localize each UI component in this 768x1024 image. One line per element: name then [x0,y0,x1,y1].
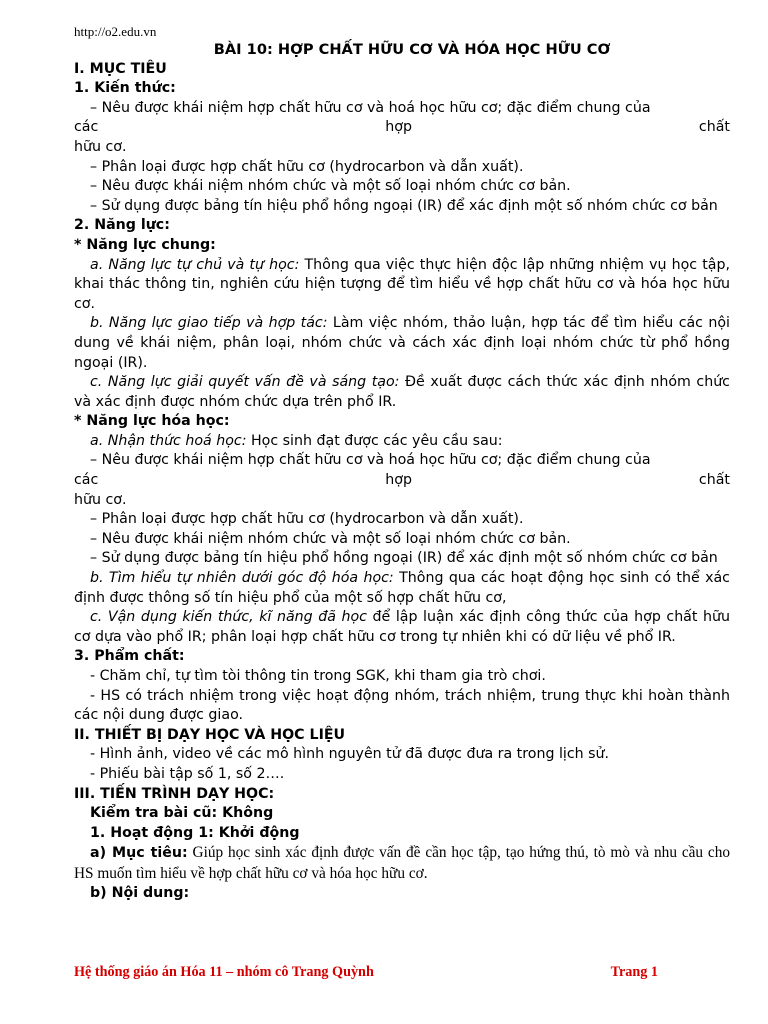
knowledge-item-4: – Sử dụng được bảng tín hiệu phổ hồng ngoại (IR) để xác định một số nhóm chức cơ bản [90,197,718,214]
general-competence-a: a. Năng lực tự chủ và tự học: Thông qua việc thực hiện độc lập những nhiệm vụ học tập, khai thác thông tin, nghiên cứu hiện tượng để tìm hiểu về hợp chất hữu cơ và hóa học hữu cơ. [74,256,730,312]
quality-item-1: - Chăm chỉ, tự tìm tòi thông tin trong SGK, khi tham gia trò chơi. [90,668,546,684]
subheading-knowledge: 1. Kiến thức: [74,80,176,97]
equipment-item-2: - Phiếu bài tập số 1, số 2…. [90,765,285,782]
lesson-title: BÀI 10: HỢP CHẤT HỮU CƠ VÀ HÓA HỌC HỮU CƠ [213,41,611,58]
footer-page-number: Trang 1 [610,964,658,980]
activity-1-heading: 1. Hoạt động 1: Khởi động [90,824,300,841]
chemistry-competence-a: a. Nhận thức hoá học: Học sinh đạt được các yêu cầu sau: [90,432,503,449]
subheading-chemistry-competence: * Năng lực hóa học: [74,413,230,430]
subheading-qualities: 3. Phẩm chất: [74,648,185,665]
general-competence-b: b. Năng lực giao tiếp và hợp tác: Làm việc nhóm, thảo luận, hợp tác để tìm hiểu các nội dung về khái niệm, phân loại, nhóm chức và cách xác định loại nhóm chức từ phổ hồng ngoại (IR). [74,315,730,371]
chemistry-competence-b: b. Tìm hiểu tự nhiên dưới góc độ hóa học: Thông qua các hoạt động học sinh có thể xác định được thông số tín hiệu phổ của một số hợp chất hữu cơ, [74,570,730,606]
chemistry-item-2: – Phân loại được hợp chất hữu cơ (hydrocarbon và dẫn xuất). [90,511,524,528]
activity-1-content-label: b) Nội dung: [90,884,190,901]
page-footer [74,964,658,981]
quality-item-2: - HS có trách nhiệm trong việc hoạt động nhóm, trách nhiệm, trung thực khi hoàn thành các nội dung được giao. [74,687,730,724]
section-heading-process: III. TIẾN TRÌNH DẠY HỌC: [74,785,275,802]
section-heading-objectives: I. MỤC TIÊU [74,60,167,77]
chemistry-item-1-end: hữu cơ. [74,491,127,508]
chemistry-item-3: – Nêu được khái niệm nhóm chức và một số loại nhóm chức cơ bản. [90,530,571,547]
knowledge-item-1: – Nêu được khái niệm hợp chất hữu cơ và hoá học hữu cơ; đặc điểm chung của [90,99,651,116]
header-url: http://o2.edu.vn [74,24,157,39]
general-competence-c: c. Năng lực giải quyết vấn đề và sáng tạo: Đề xuất được cách thức xác định nhóm chức và xác định được nhóm chức dựa trên phổ IR. [74,374,730,410]
chemistry-competence-c: c. Vận dụng kiến thức, kĩ năng đã học để lập luận xác định công thức của hợp chất hữu cơ dựa vào phổ IR; phân loại hợp chất hữu cơ trong tự nhiên khi có dữ liệu về phổ IR. [74,609,730,645]
chemistry-item-4: – Sử dụng được bảng tín hiệu phổ hồng ngoại (IR) để xác định một số nhóm chức cơ bản [90,550,718,567]
chemistry-item-1: – Nêu được khái niệm hợp chất hữu cơ và hoá học hữu cơ; đặc điểm chung của [90,452,651,469]
equipment-item-1: - Hình ảnh, video về các mô hình nguyên tử đã được đưa ra trong lịch sử. [90,746,610,763]
knowledge-item-3: – Nêu được khái niệm nhóm chức và một số loại nhóm chức cơ bản. [90,178,571,195]
footer-left: Hệ thống giáo án Hóa 11 – nhóm cô Trang Quỳnh [74,964,374,980]
section-heading-equipment: II. THIẾT BỊ DẠY HỌC VÀ HỌC LIỆU [74,726,346,743]
old-lesson-check: Kiểm tra bài cũ: Không [90,805,274,822]
subheading-general-competence: * Năng lực chung: [74,236,216,253]
subheading-competence: 2. Năng lực: [74,217,170,234]
chemistry-item-1-justified-line: các hợp chất [74,472,730,489]
knowledge-item-1-justified-line: các hợp chất [74,119,730,136]
document-body [74,40,730,903]
knowledge-item-1-end: hữu cơ. [74,138,127,155]
knowledge-item-2: – Phân loại được hợp chất hữu cơ (hydrocarbon và dẫn xuất). [90,158,524,175]
activity-1-objective: a) Mục tiêu: Giúp học sinh xác định được vấn đề cần học tập, tạo hứng thú, tò mò và nhu cầu cho HS muốn tìm hiểu về hợp chất hữu cơ và hóa học hữu cơ. [74,844,730,882]
